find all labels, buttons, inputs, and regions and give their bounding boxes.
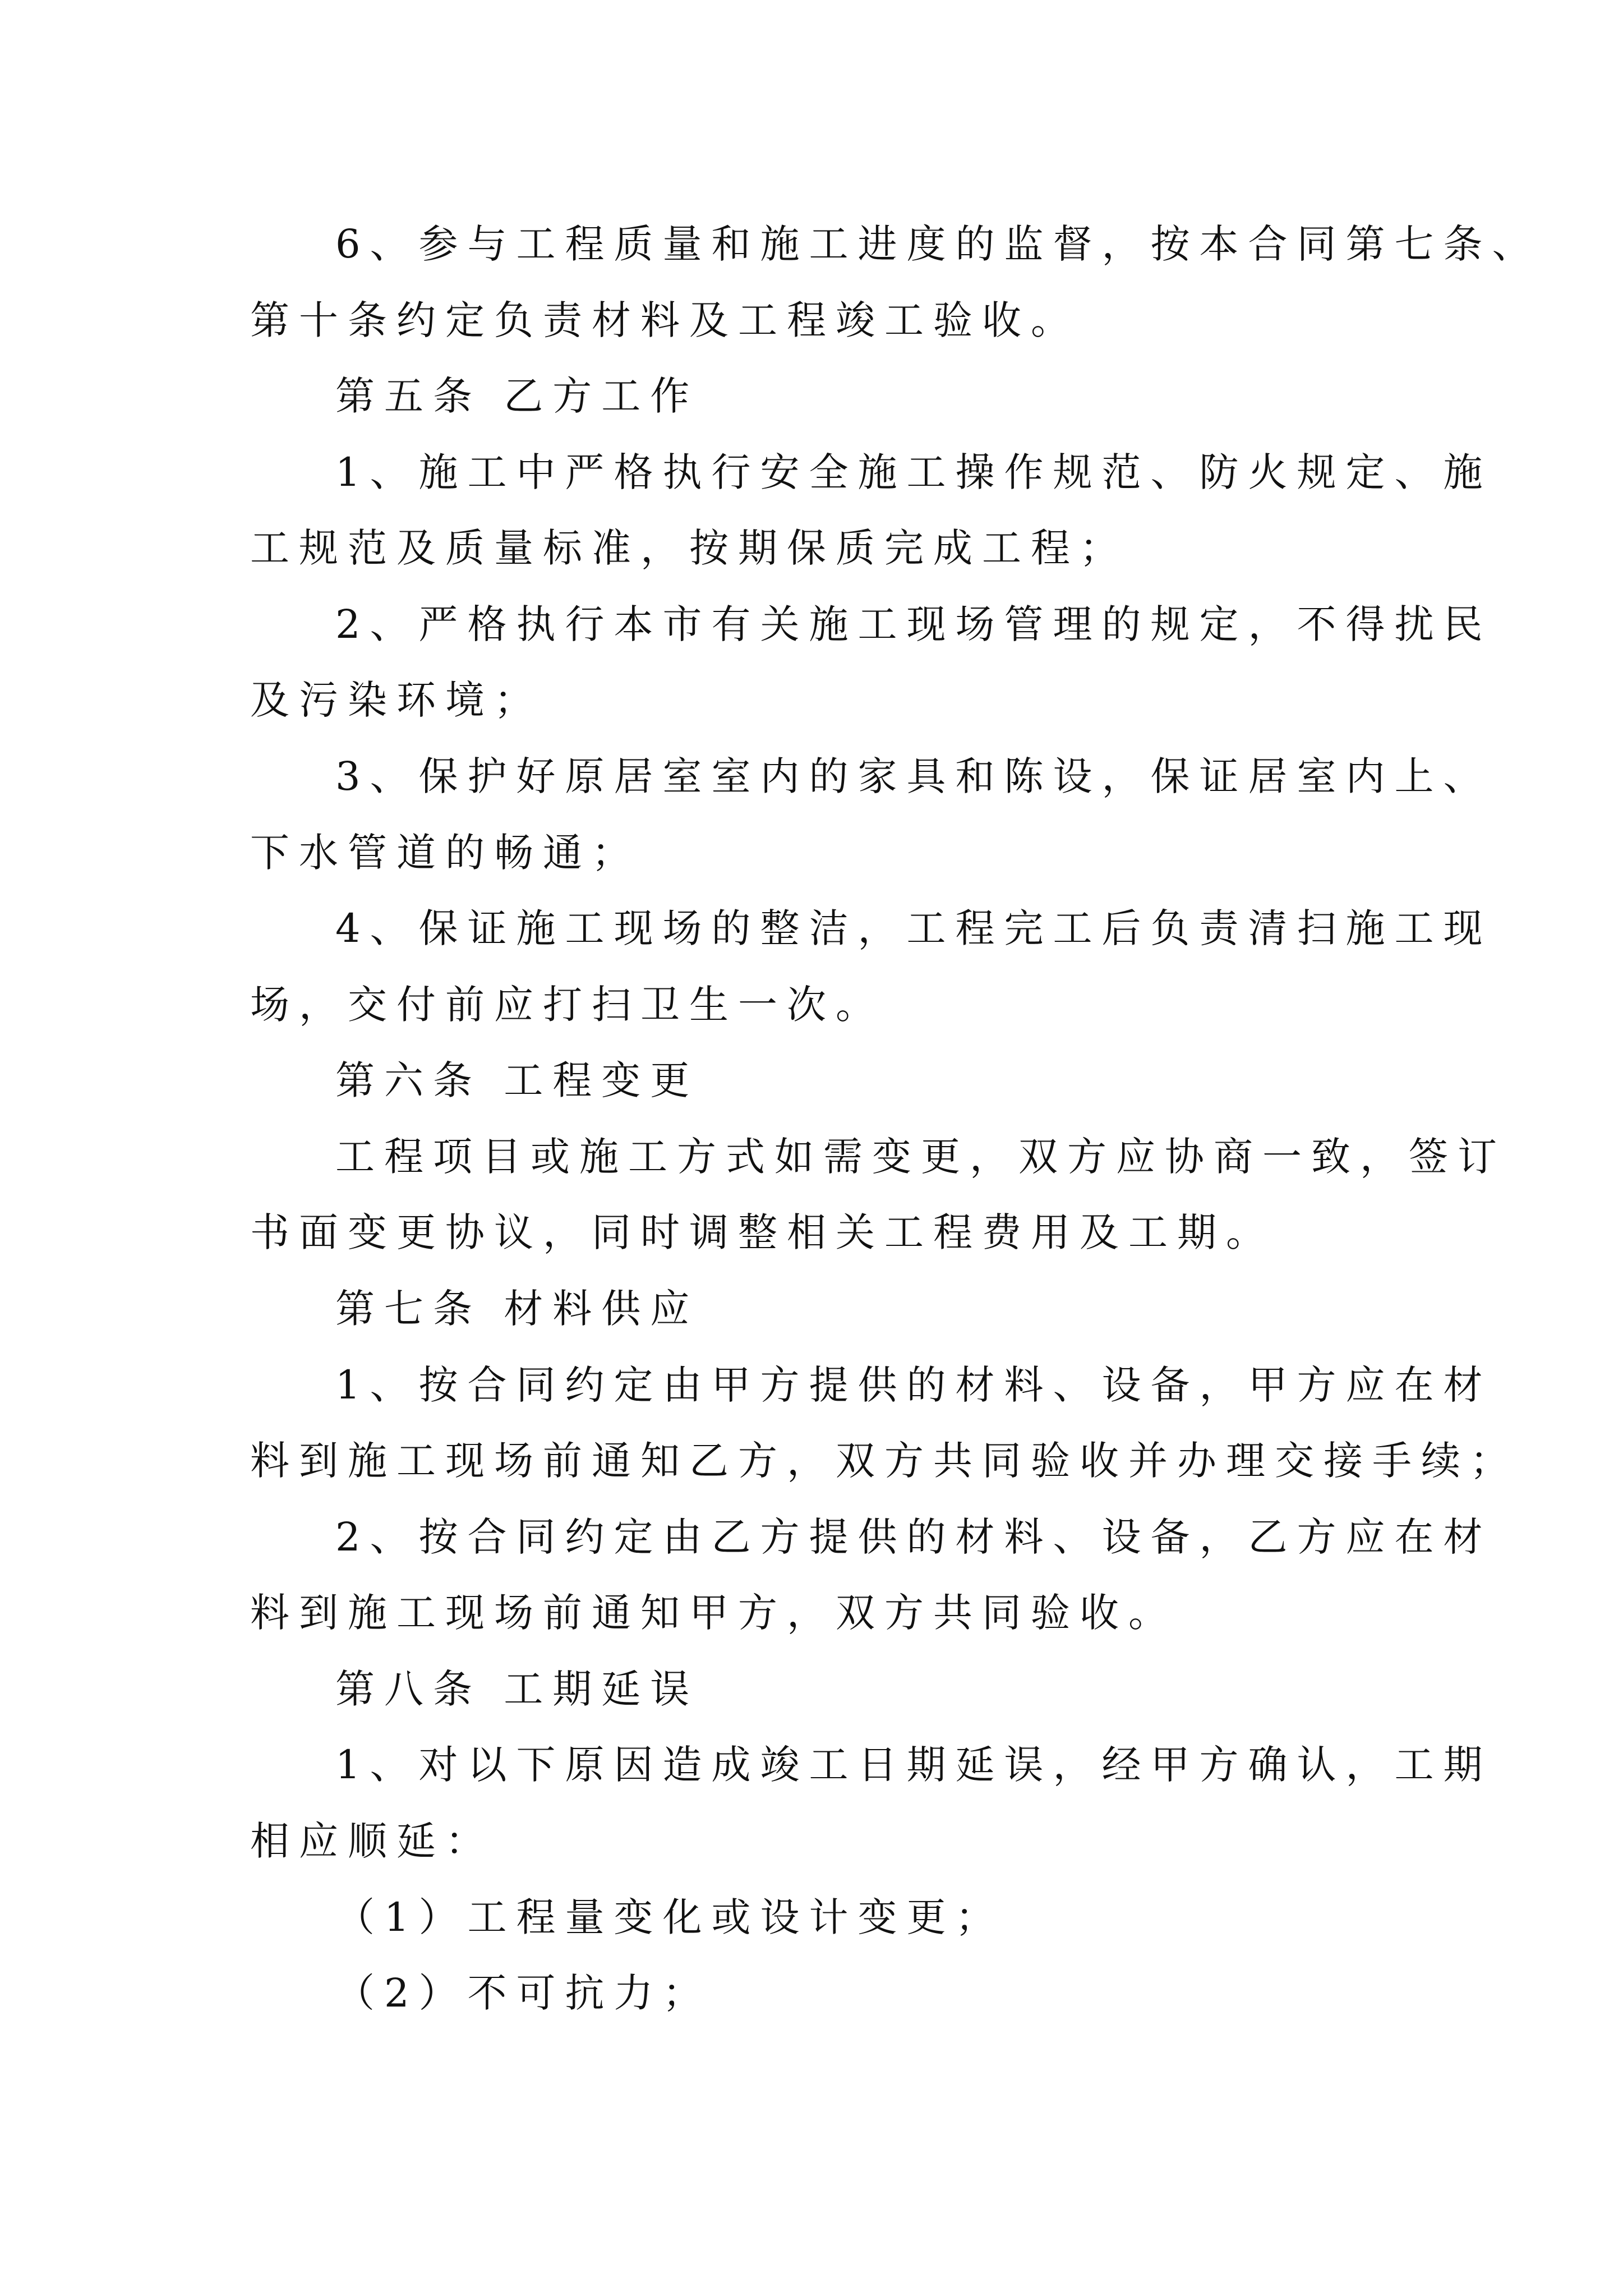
clause-5-item-1-line-2: 工规范及质量标准，按期保质完成工程； [250, 525, 1128, 571]
clause-5-item-3-line-1: 3、保护好原居室室内的家具和陈设，保证居室内上、 [335, 753, 1492, 799]
clause-5-item-1-line-1: 1、施工中严格执行安全施工操作规范、防火规定、施 [335, 449, 1492, 495]
clause-8-subitem-2: （2）不可抗力； [335, 1970, 712, 2016]
clause-4-item-6-line-2: 第十条约定负责材料及工程竣工验收。 [250, 297, 1080, 343]
clause-7-item-1-line-1: 1、按合同约定由甲方提供的材料、设备，甲方应在材 [335, 1362, 1492, 1408]
clause-6-body-line-1: 工程项目或施工方式如需变更，双方应协商一致，签订 [335, 1134, 1506, 1180]
clause-5-item-4-line-1: 4、保证施工现场的整洁，工程完工后负责清扫施工现 [335, 905, 1492, 951]
clause-4-item-6-line-1: 6、参与工程质量和施工进度的监督，按本合同第七条、 [335, 221, 1541, 267]
clause-6-body-line-2: 书面变更协议，同时调整相关工程费用及工期。 [250, 1209, 1275, 1255]
clause-6-heading: 第六条 工程变更 [335, 1057, 699, 1103]
clause-8-item-1-line-2: 相应顺延： [250, 1818, 494, 1864]
clause-7-item-2-line-2: 料到施工现场前通知甲方，双方共同验收。 [250, 1590, 1177, 1636]
clause-5-item-4-line-2: 场，交付前应打扫卫生一次。 [250, 982, 884, 1028]
clause-8-item-1-line-1: 1、对以下原因造成竣工日期延误，经甲方确认，工期 [335, 1742, 1492, 1788]
clause-7-item-1-line-2: 料到施工现场前通知乙方，双方共同验收并办理交接手续； [250, 1438, 1519, 1484]
clause-5-item-2-line-1: 2、严格执行本市有关施工现场管理的规定，不得扰民 [335, 601, 1492, 647]
clause-5-item-3-line-2: 下水管道的畅通； [250, 830, 640, 876]
clause-7-heading: 第七条 材料供应 [335, 1286, 699, 1332]
clause-8-subitem-1: （1）工程量变化或设计变更； [335, 1894, 1004, 1940]
clause-5-heading: 第五条 乙方工作 [335, 373, 699, 419]
clause-8-heading: 第八条 工期延误 [335, 1666, 699, 1712]
clause-7-item-2-line-1: 2、按合同约定由乙方提供的材料、设备，乙方应在材 [335, 1514, 1492, 1560]
clause-5-item-2-line-2: 及污染环境； [250, 677, 543, 723]
